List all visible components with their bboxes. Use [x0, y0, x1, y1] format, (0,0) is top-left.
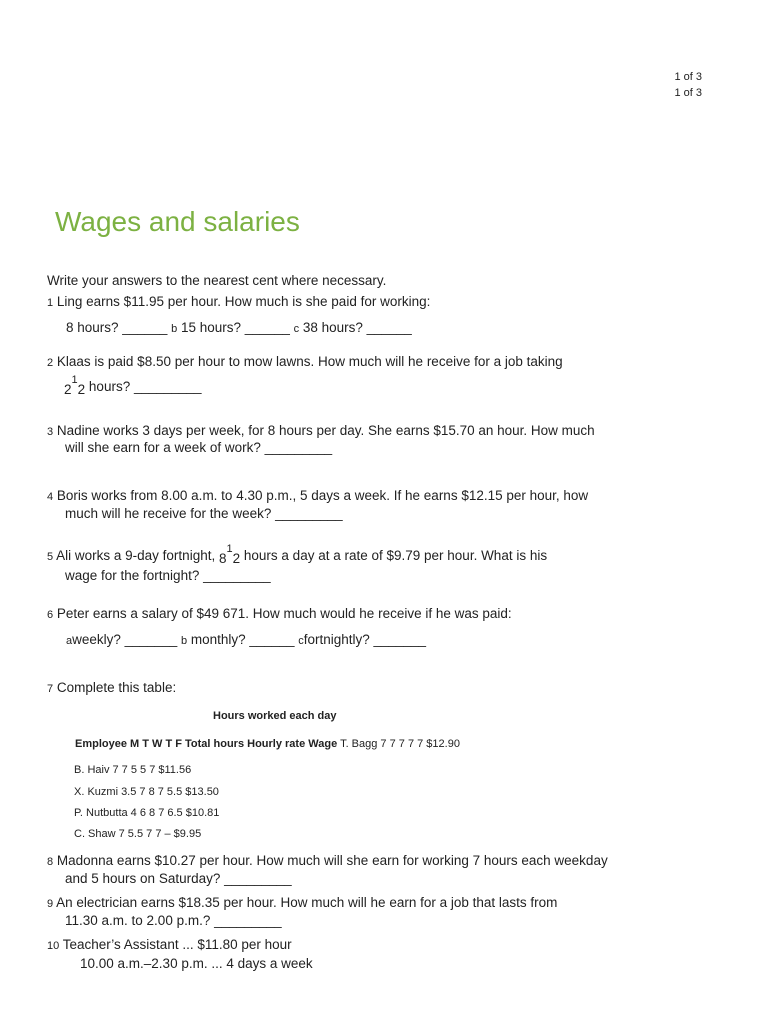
instruction: Write your answers to the nearest cent where necessary.: [47, 273, 387, 288]
question-2-fraction-line: [64, 374, 202, 397]
question-10-line2: 10.00 a.m.–2.30 p.m. ... 4 days a week: [80, 956, 313, 971]
question-text: Madonna earns $10.27 per hour. How much will she earn for working 7 hours each weekday: [56, 853, 608, 868]
question-text: Complete this table:: [56, 680, 177, 695]
question-text-post: hours a day at a rate of $9.79 per hour. What is his: [243, 548, 548, 563]
question-text: Ling earns $11.95 per hour. How much is she paid for working:: [56, 294, 431, 309]
question-7: [47, 679, 176, 698]
question-number: 3: [47, 426, 54, 438]
question-text: Boris works from 8.00 a.m. to 4.30 p.m., 5 days a week. If he earns $12.15 per hour, how: [56, 488, 589, 503]
part-b: monthly? ______: [190, 632, 295, 647]
question-8: [47, 852, 608, 871]
fraction-numerator: 1: [226, 543, 233, 555]
table-header: Employee M T W T F Total hours Hourly rate Wage: [75, 738, 338, 750]
question-9: [47, 894, 557, 913]
question-text: Ali works a 9-day fortnight,: [56, 548, 216, 563]
part-a-label: a: [66, 635, 73, 647]
question-5-line2: wage for the fortnight? _________: [65, 568, 271, 583]
question-10: [47, 936, 292, 955]
mixed-whole: 8: [218, 551, 227, 566]
part-b-label: b: [171, 323, 178, 335]
part-a: weekly? _______: [72, 632, 178, 647]
question-8-line2: and 5 hours on Saturday? _________: [65, 871, 292, 886]
part-b-label: b: [180, 635, 188, 647]
question-number: 1: [47, 297, 54, 309]
part-c-label: c: [293, 323, 300, 335]
question-text: Klaas is paid $8.50 per hour to mow lawns. How much will he receive for a job taking: [56, 354, 563, 369]
fraction-numerator: 1: [71, 374, 78, 386]
table-header-row: [75, 736, 460, 752]
page-title: Wages and salaries: [55, 206, 300, 237]
question-6: [47, 605, 512, 624]
part-a: 8 hours? ______: [66, 320, 168, 335]
part-c-label: c: [298, 635, 304, 647]
table-row: T. Bagg 7 7 7 7 7 $12.90: [340, 738, 460, 750]
question-2: [47, 353, 563, 372]
question-text: An electrician earns $18.35 per hour. How much will he earn for a job that lasts from: [56, 895, 558, 910]
fraction-denominator: 2: [232, 551, 241, 566]
question-9-line2: 11.30 a.m. to 2.00 p.m.? _________: [65, 913, 282, 928]
question-6-parts: [66, 631, 426, 650]
part-b: 15 hours? ______: [181, 320, 290, 335]
question-text: Peter earns a salary of $49 671. How much would he receive if he was paid:: [56, 606, 512, 621]
question-text: Teacher’s Assistant ... $11.80 per hour: [62, 937, 292, 952]
table-title: Hours worked each day: [213, 710, 337, 722]
question-1-parts: [66, 319, 412, 338]
page-number: 1 of 3: [674, 71, 702, 83]
question-4-line2: much will he receive for the week? _________: [65, 506, 343, 521]
question-3-line2: will she earn for a week of work? _________: [65, 440, 333, 455]
mixed-whole: 2: [64, 382, 72, 397]
table-row: C. Shaw 7 5.5 7 7 – $9.95: [74, 828, 202, 840]
question-number: 5: [47, 551, 54, 563]
table-row: P. Nutbutta 4 6 8 7 6.5 $10.81: [74, 807, 220, 819]
page-number-repeat: 1 of 3: [674, 87, 702, 99]
question-number: 4: [47, 491, 54, 503]
table-row: B. Haiv 7 7 5 5 7 $11.56: [74, 764, 192, 776]
question-number: 2: [47, 357, 54, 369]
question-number: 7: [47, 683, 54, 695]
question-number: 10: [47, 940, 60, 952]
question-4: [47, 487, 588, 506]
question-5: [47, 543, 548, 566]
question-number: 9: [47, 898, 54, 910]
question-text: Nadine works 3 days per week, for 8 hours per day. She earns $15.70 an hour. How much: [56, 423, 595, 438]
part-c: 38 hours? ______: [302, 320, 412, 335]
part-c: fortnightly? _______: [303, 632, 427, 647]
table-row: X. Kuzmi 3.5 7 8 7 5.5 $13.50: [74, 786, 219, 798]
question-number: 6: [47, 609, 54, 621]
question-number: 8: [47, 856, 54, 868]
fraction-denominator: 2: [77, 382, 86, 397]
question-text-rest: hours? _________: [88, 379, 202, 394]
question-1: [47, 293, 430, 312]
